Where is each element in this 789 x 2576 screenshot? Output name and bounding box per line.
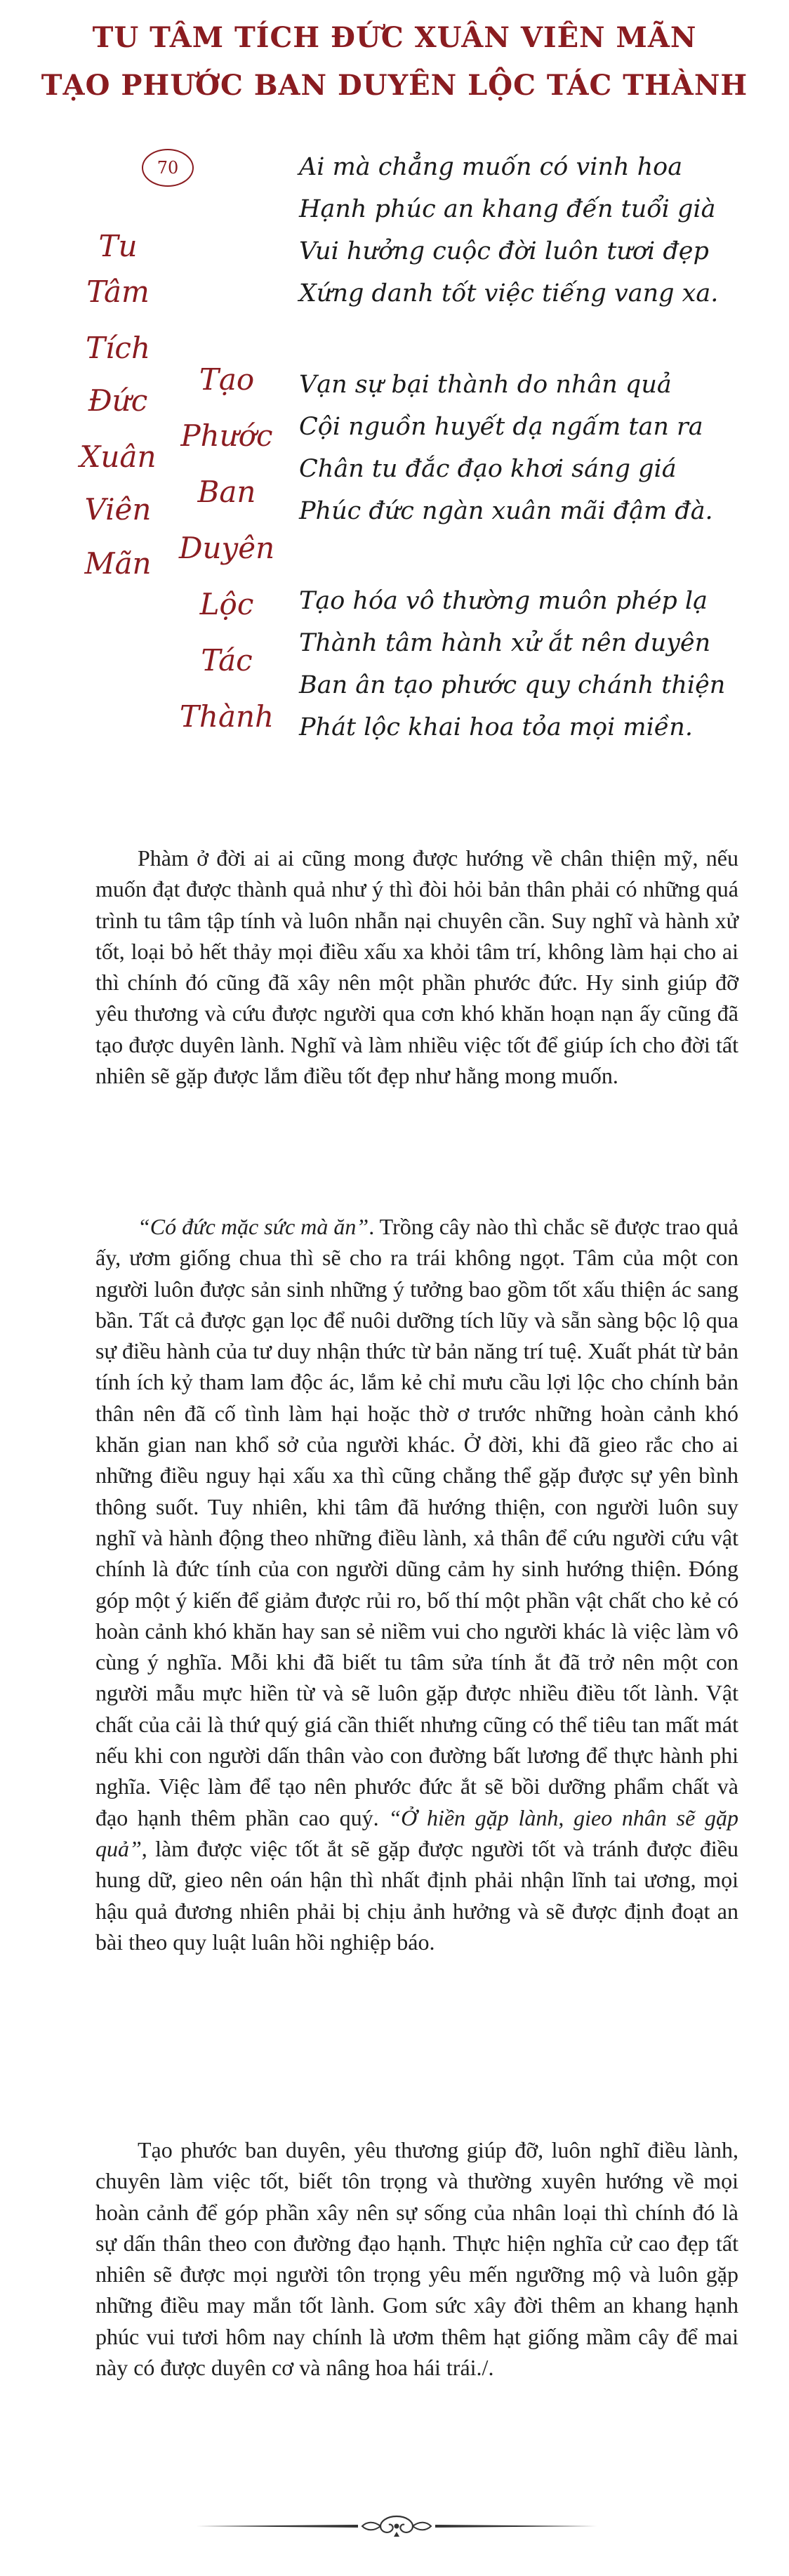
title-line-2: TẠO PHƯỚC BAN DUYÊN LỘC TÁC THÀNH (41, 69, 748, 102)
page-number: 70 (157, 158, 179, 178)
poem-line: Xứng danh tốt việc tiếng vang xa. (299, 279, 719, 308)
poem-line: Ai mà chẳng muốn có vinh hoa (299, 153, 683, 181)
poem-line: Thành tâm hành xử ắt nên duyên (299, 629, 711, 657)
poem-line: Ban ân tạo phước quy chánh thiện (299, 671, 726, 699)
paragraph-3 (95, 2134, 738, 2383)
paragraph-1 (95, 843, 738, 1091)
calligraphy-word: Đức (88, 383, 148, 418)
poem-line: Phát lộc khai hoa tỏa mọi miền. (299, 713, 693, 741)
title-line-1: TU TÂM TÍCH ĐỨC XUÂN VIÊN MÃN (92, 21, 697, 54)
paragraph-text (95, 1211, 738, 1957)
paragraph-text: Phàm ở đời ai ai cũng mong được hướng về chân thiện mỹ, nếu muốn đạt được thành quả như ý thì đòi hỏi bản thân phải có những quá trình tu tâm tập tính và luôn nhẫn nại chuyên cần. Suy nghĩ và hành xử tốt, loại bỏ hết thảy mọi điều xấu xa khỏi tâm trí, không làm hại cho ai thì chính đó cũng đã xây nên một phần phước đức. Hy sinh giúp đỡ yêu thương và cứu được người qua cơn khó khăn hoạn nạn ấy cũng đã tạo được duyên lành. Nghĩ và làm nhiều việc tốt để giúp ích cho đời tất nhiên sẽ gặp được lắm điều tốt đẹp như hằng mong muốn. (95, 845, 738, 1089)
proverb-quote: “Ở hiền gặp lành, gieo nhân sẽ gặp quả” (95, 1804, 739, 1861)
poem-line: Phúc đức ngàn xuân mãi đậm đà. (299, 497, 713, 525)
paragraph-text: Tạo phước ban duyên, yêu thương giúp đỡ, luôn nghĩ điều lành, chuyên làm việc tốt, biết tôn trọng và thường xuyên hướng về mọi hoàn cảnh để góp phần xây nên sự sống của nhân loại thì chính đó là sự dấn thân theo con đường đạo hạnh. Thực hiện nghĩa cử cao đẹp tất nhiên sẽ được mọi người tôn trọng yêu mến ngưỡng mộ và luôn gặp những điều may mắn tốt lành. Gom sức xây đời thêm an khang hạnh phúc vui tươi hôm nay chính là ươm thêm hạt giống mầm cây để mai này có được duyên cơ và nâng hoa hái trái./. (95, 2137, 738, 2381)
poem-line: Tạo hóa vô thường muôn phép lạ (299, 587, 708, 615)
paragraph-2 (95, 1211, 738, 1957)
calligraphy-word: Tích (85, 331, 151, 365)
paragraph-text-part: , làm được việc tốt ắt sẽ gặp được người tốt và tránh được điều hung dữ, gieo nên oán hận thì nhất định phải nhận lĩnh tai ương, mọi hậu quả đương nhiên phải bị chịu ảnh hưởng và sẽ được định đoạt an bài theo quy luật luân hồi nghiệp báo. (95, 1835, 738, 1955)
poem-line: Vạn sự bại thành do nhân quả (299, 371, 672, 399)
calligraphy-word: Thành (179, 699, 274, 734)
paragraph-text-part: . Trồng cây nào thì chắc sẽ được trao quả ấy, ươm giống chua thì sẽ cho ra trái không ngọt. Tâm của một con người luôn được sản sinh những ý tưởng bao gồm tốt xấu thiện ác sang bần. Tất cả được gạn lọc để nuôi dưỡng tích lũy và sẵn sàng bộc lộ qua sự điều hành của tư duy nhận thức từ bản năng trí tuệ. Xuất phát từ bản tính ích kỷ tham lam độc ác, lắm kẻ chỉ mưu cầu lợi lộc cho chính bản thân nên đã cố tình làm hại hoặc thờ ơ trước những hoàn cảnh khó khăn gian nan khổ sở của người khác. Ở đời, khi đã gieo rắc cho ai những điều nguy hại xấu xa thì cũng chẳng thể gặp được sự yên bình thông suốt. Tuy nhiên, khi tâm đã hướng thiện, con người luôn suy nghĩ và hành động theo những điều lành, xả thân để cứu người cứu vật chính là đức tính của con người dũng cảm hy sinh hướng thiện. Đóng góp một ý kiến để giảm được rủi ro, bố thí một phần vật chất cho kẻ có hoàn cảnh khó khăn hay san sẻ niềm vui cho người khác là việc làm vô cùng ý nghĩa. Mỗi khi đã biết tu tâm sửa tính ắt đã trở nên một con người mẫu mực hiền từ và sẽ luôn gặp được nhiều điều tốt lành. Vật chất của cải là thứ quý giá cần thiết nhưng cũng có thể tiêu tan mất mát nếu khi con người dấn thân vào con đường bất lương để thực hành phi nghĩa. Việc làm để tạo nên phước đức ắt sẽ bồi dưỡng phẩm chất và đạo hạnh thêm phần cao quý. (95, 1214, 739, 1830)
calligraphy-word: Viên (84, 492, 152, 527)
poem-line: Hạnh phúc an khang đến tuổi già (299, 195, 716, 223)
poem-line: Vui hưởng cuộc đời luôn tươi đẹp (299, 237, 709, 265)
calligraphy-word: Tạo (199, 362, 255, 397)
calligraphy-word: Tác (201, 643, 253, 678)
ornament-divider-icon (197, 2514, 597, 2539)
calligraphy-word: Lộc (199, 587, 254, 621)
poem-line: Chân tu đắc đạo khơi sáng giá (299, 455, 677, 483)
calligraphy-word: Xuân (79, 440, 157, 474)
calligraphy-word: Phước (180, 418, 273, 453)
page-number-badge (142, 149, 194, 187)
calligraphy-word: Duyên (178, 531, 275, 565)
calligraphy-word: Ban (197, 475, 256, 509)
poem-line: Cội nguồn huyết dạ ngấm tan ra (299, 413, 703, 441)
proverb-quote: “Có đức mặc sức mà ăn” (138, 1214, 369, 1239)
calligraphy-column-right (153, 362, 300, 734)
calligraphy-word: Mãn (84, 546, 152, 581)
calligraphy-word: Tu (98, 229, 138, 263)
calligraphy-word: Tâm (86, 275, 150, 309)
